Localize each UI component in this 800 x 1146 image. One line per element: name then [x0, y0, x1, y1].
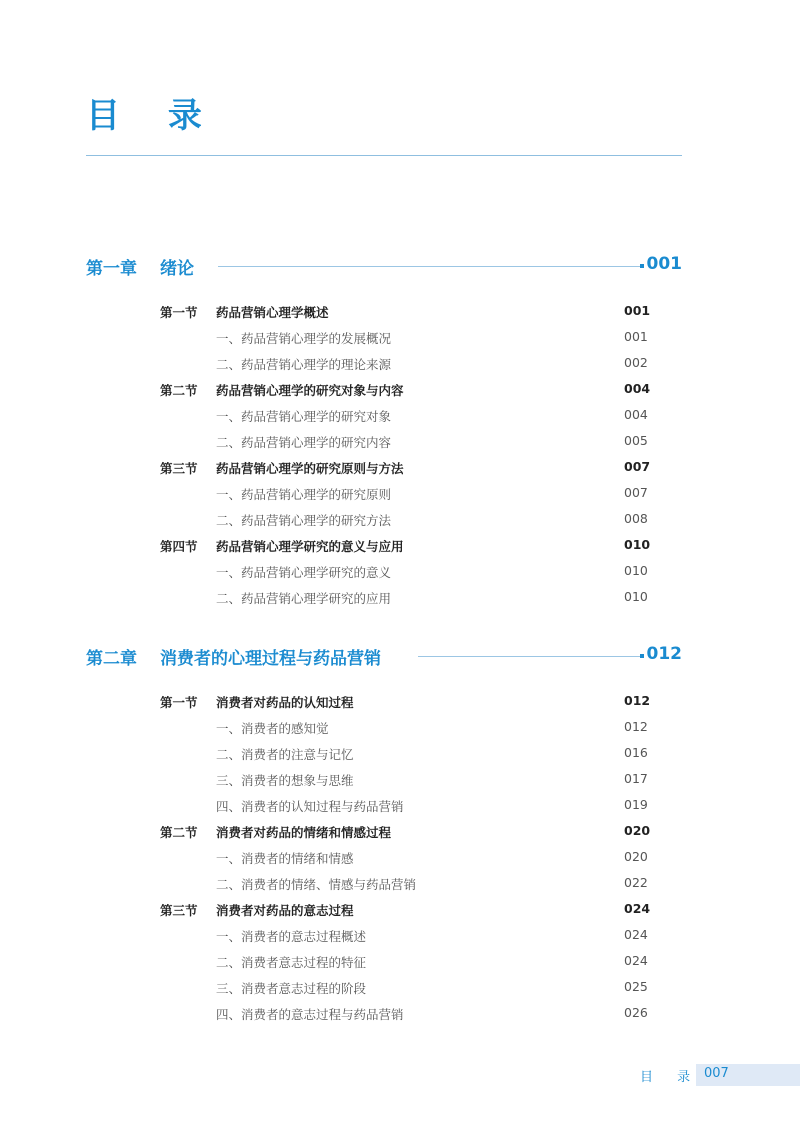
subsection-title: 四、消费者的意志过程与药品营销 [216, 1007, 404, 1022]
subsection-row[interactable] [0, 326, 800, 348]
section-title: 消费者对药品的意志过程 [216, 903, 354, 918]
section-row[interactable] [0, 820, 800, 842]
page-number: 001 [624, 329, 648, 344]
section-title: 药品营销心理学研究的意义与应用 [216, 539, 404, 554]
section-row[interactable] [0, 300, 800, 322]
subsection-title: 二、药品营销心理学研究的应用 [216, 591, 392, 606]
section-number: 第三节 [160, 461, 198, 476]
subsection-row[interactable] [0, 794, 800, 816]
subsection-row[interactable] [0, 872, 800, 894]
page-number: 001 [624, 303, 651, 318]
subsection-title: 二、消费者的注意与记忆 [216, 747, 354, 762]
section-title: 药品营销心理学概述 [216, 305, 329, 320]
section-title: 药品营销心理学的研究对象与内容 [216, 383, 404, 398]
subsection-row[interactable] [0, 404, 800, 426]
subsection-title: 一、药品营销心理学的研究原则 [216, 487, 392, 502]
chapter-title: 消费者的心理过程与药品营销 [160, 649, 381, 669]
page-number: 004 [624, 407, 648, 422]
chapter-page-number: 012 [646, 644, 682, 664]
page-number: 004 [624, 381, 651, 396]
subsection-title: 二、消费者意志过程的特征 [216, 955, 367, 970]
subsection-title: 一、消费者的意志过程概述 [216, 929, 367, 944]
subsection-title: 二、药品营销心理学的研究方法 [216, 513, 392, 528]
subsection-row[interactable] [0, 950, 800, 972]
page-number: 005 [624, 433, 648, 448]
subsection-title: 三、消费者的想象与思维 [216, 773, 354, 788]
subsection-title: 三、消费者意志过程的阶段 [216, 981, 367, 996]
subsection-row[interactable] [0, 768, 800, 790]
page-number: 016 [624, 745, 648, 760]
page-number: 012 [624, 693, 651, 708]
page-number: 012 [624, 719, 648, 734]
subsection-row[interactable] [0, 508, 800, 530]
page-number: 019 [624, 797, 648, 812]
page-number: 007 [624, 459, 651, 474]
page-number: 020 [624, 849, 648, 864]
section-number: 第一节 [160, 305, 198, 320]
subsection-row[interactable] [0, 560, 800, 582]
chapter-number: 第二章 [86, 649, 137, 669]
page-number: 026 [624, 1005, 648, 1020]
subsection-title: 一、消费者的情绪和情感 [216, 851, 354, 866]
page-number: 022 [624, 875, 648, 890]
section-number: 第二节 [160, 383, 198, 398]
subsection-title: 二、消费者的情绪、情感与药品营销 [216, 877, 417, 892]
footer-page-number: 007 [704, 1066, 729, 1081]
subsection-row[interactable] [0, 352, 800, 374]
subsection-title: 一、药品营销心理学的研究对象 [216, 409, 392, 424]
subsection-row[interactable] [0, 846, 800, 868]
page-number: 025 [624, 979, 648, 994]
chapter-heading[interactable] [86, 642, 682, 672]
page-number: 024 [624, 927, 648, 942]
section-title: 消费者对药品的情绪和情感过程 [216, 825, 392, 840]
chapter-leader-line [418, 656, 640, 657]
page-number: 010 [624, 563, 648, 578]
subsection-title: 二、药品营销心理学的研究内容 [216, 435, 392, 450]
subsection-row[interactable] [0, 430, 800, 452]
page-number: 017 [624, 771, 648, 786]
subsection-title: 一、消费者的感知觉 [216, 721, 329, 736]
page-number: 024 [624, 953, 648, 968]
chapter-heading[interactable] [86, 252, 682, 282]
section-number: 第二节 [160, 825, 198, 840]
page-number: 010 [624, 537, 651, 552]
subsection-title: 一、药品营销心理学研究的意义 [216, 565, 392, 580]
subsection-title: 二、药品营销心理学的理论来源 [216, 357, 392, 372]
page-number: 008 [624, 511, 648, 526]
section-number: 第三节 [160, 903, 198, 918]
section-row[interactable] [0, 378, 800, 400]
square-bullet-icon [640, 264, 644, 268]
section-title: 药品营销心理学的研究原则与方法 [216, 461, 404, 476]
subsection-row[interactable] [0, 924, 800, 946]
subsection-row[interactable] [0, 586, 800, 608]
chapter-number: 第一章 [86, 259, 137, 279]
section-row[interactable] [0, 456, 800, 478]
subsection-row[interactable] [0, 716, 800, 738]
page-title: 目 录 [86, 96, 220, 136]
section-number: 第四节 [160, 539, 198, 554]
title-divider [86, 155, 682, 156]
subsection-row[interactable] [0, 976, 800, 998]
section-number: 第一节 [160, 695, 198, 710]
subsection-row[interactable] [0, 482, 800, 504]
section-row[interactable] [0, 690, 800, 712]
chapter-leader-line [218, 266, 640, 267]
square-bullet-icon [640, 654, 644, 658]
chapter-page-number: 001 [646, 254, 682, 274]
subsection-title: 一、药品营销心理学的发展概况 [216, 331, 392, 346]
footer-title: 目 录 [640, 1070, 701, 1085]
section-row[interactable] [0, 898, 800, 920]
subsection-row[interactable] [0, 1002, 800, 1024]
chapter-title: 绪论 [160, 259, 194, 279]
page-number: 010 [624, 589, 648, 604]
page-number: 002 [624, 355, 648, 370]
page-number: 020 [624, 823, 651, 838]
page-number: 007 [624, 485, 648, 500]
subsection-title: 四、消费者的认知过程与药品营销 [216, 799, 404, 814]
page-number: 024 [624, 901, 651, 916]
section-title: 消费者对药品的认知过程 [216, 695, 354, 710]
section-row[interactable] [0, 534, 800, 556]
subsection-row[interactable] [0, 742, 800, 764]
